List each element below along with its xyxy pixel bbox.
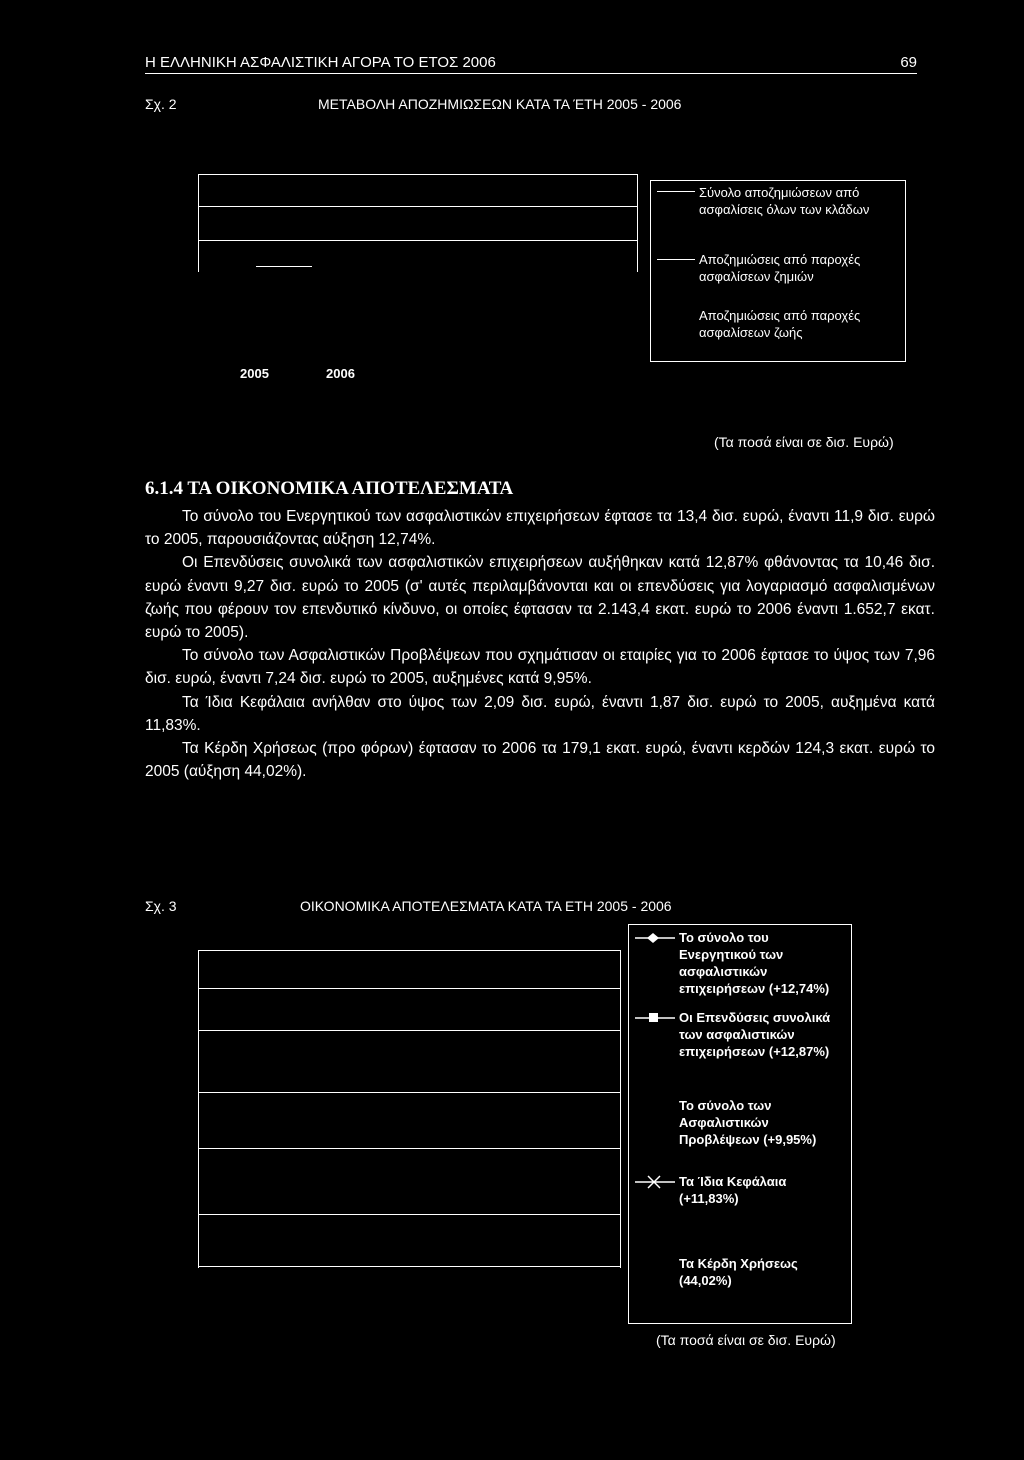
legend-line-nonlife xyxy=(657,259,695,260)
figure2-label: Σχ. 2 xyxy=(145,96,177,112)
chart3-line-4 xyxy=(198,1092,620,1093)
legend3-item-assets: Το σύνολο του Ενεργητικού των ασφαλιστικών επιχειρήσεων (+12,74%) xyxy=(679,930,830,996)
legend-item-life: Αποζημιώσεις από παροχές ασφαλίσεων ζωής xyxy=(699,308,861,340)
paragraph-investments: Οι Επενδύσεις συνολικά των ασφαλιστικών επιχειρήσεων αυξήθηκαν κατά 12,87% φθάνοντας τα 10,46 δισ. ευρώ έναντι 9,27 δισ. ευρώ το 2005 (σ' αυτές περιλαμβάνονται και οι επενδύσεις για λογαριασμό ασφαλισμένων ζωής που φέρουν τον επενδυτικό κίνδυνο, οι οποίες έφτασαν τα 2.143,4 εκατ. ευρώ το 2006 έναντι 1.652,7 εκατ. ευρώ το 2005). xyxy=(145,554,935,642)
star-marker-icon xyxy=(635,1175,679,1189)
figure3-label: Σχ. 3 xyxy=(145,898,177,914)
chart3-axis-left xyxy=(198,950,199,1268)
section-body xyxy=(145,505,935,783)
x-label-2006: 2006 xyxy=(326,366,355,381)
legend-item-total: Σύνολο αποζημιώσεων από ασφαλίσεις όλων των κλάδων xyxy=(699,185,870,217)
chart3-line-2 xyxy=(198,988,620,989)
paragraph-profits: Τα Κέρδη Χρήσεως (προ φόρων) έφτασαν το 2006 τα 179,1 εκατ. ευρώ, έναντι κερδών 124,3 εκατ. ευρώ το 2005 (αύξηση 44,02%). xyxy=(145,740,935,781)
paragraph-assets: Το σύνολο του Ενεργητικού των ασφαλιστικών επιχειρήσεων έφτασε τα 13,4 δισ. ευρώ, έναντι 11,9 δισ. ευρώ το 2005, παρουσιάζοντας αύξηση 12,74%. xyxy=(145,508,935,549)
figure3-legend xyxy=(628,924,852,1324)
legend3-item-provisions: Το σύνολο των Ασφαλιστικών Προβλέψεων (+9,95%) xyxy=(679,1098,817,1147)
chart-axis-right xyxy=(637,174,638,272)
chart3-axis-right xyxy=(620,950,621,1268)
figure3-title: ΟΙΚΟΝΟΜΙΚΑ ΑΠΟΤΕΛΕΣΜΑΤΑ ΚΑΤΑ ΤΑ ΕΤΗ 2005 - 2006 xyxy=(300,898,672,914)
chart-axis-left xyxy=(198,174,199,272)
chart-line-life xyxy=(256,266,312,267)
figure2-legend xyxy=(650,180,906,362)
paragraph-equity: Τα Ίδια Κεφάλαια ανήλθαν στο ύψος των 2,09 δισ. ευρώ, έναντι 1,87 δισ. ευρώ το 2005, αυξημένα κατά 11,83%. xyxy=(145,693,935,734)
section-title: 6.1.4 ΤΑ ΟΙΚΟΝΟΜΙΚΑ ΑΠΟΤΕΛΕΣΜΑΤΑ xyxy=(145,478,514,499)
chart3-line-7 xyxy=(198,1266,620,1267)
running-title: Η ΕΛΛΗΝΙΚΗ ΑΣΦΑΛΙΣΤΙΚΗ ΑΓΟΡΑ ΤΟ ΕΤΟΣ 2006 xyxy=(145,54,496,71)
square-marker-icon xyxy=(635,1011,679,1025)
page-header xyxy=(145,54,917,74)
page-number: 69 xyxy=(900,54,917,71)
chart-frame-line xyxy=(198,174,638,175)
legend-line-total xyxy=(657,191,695,192)
legend3-item-investments: Οι Επενδύσεις συνολικά των ασφαλιστικών επιχειρήσεων (+12,87%) xyxy=(679,1010,831,1059)
chart3-line-3 xyxy=(198,1030,620,1031)
figure2-unit-note: (Τα ποσά είναι σε δισ. Ευρώ) xyxy=(714,434,894,450)
x-label-2005: 2005 xyxy=(240,366,269,381)
chart-line-nonlife xyxy=(198,240,638,241)
paragraph-provisions: Το σύνολο των Ασφαλιστικών Προβλέψεων που σχημάτισαν οι εταιρίες για το 2006 έφτασε το ύψος των 7,96 δισ. ευρώ, έναντι 7,24 δισ. ευρώ το 2005, αυξημένες κατά 9,95%. xyxy=(145,647,935,688)
chart3-line-5 xyxy=(198,1148,620,1149)
legend3-item-profits: Τα Κέρδη Χρήσεως (44,02%) xyxy=(679,1256,798,1288)
figure2-title: ΜΕΤΑΒΟΛΗ ΑΠΟΖΗΜΙΩΣΕΩΝ ΚΑΤΑ ΤΑ ΈΤΗ 2005 - 2006 xyxy=(318,96,682,112)
legend-item-nonlife: Αποζημιώσεις από παροχές ασφαλίσεων ζημιών xyxy=(699,252,861,284)
figure3-unit-note: (Τα ποσά είναι σε δισ. Ευρώ) xyxy=(656,1332,836,1348)
chart3-line-6 xyxy=(198,1214,620,1215)
diamond-marker-icon xyxy=(635,931,679,945)
legend3-item-equity: Τα Ίδια Κεφάλαια (+11,83%) xyxy=(679,1174,787,1206)
chart-line-total xyxy=(198,206,638,207)
chart3-line-1 xyxy=(198,950,620,951)
